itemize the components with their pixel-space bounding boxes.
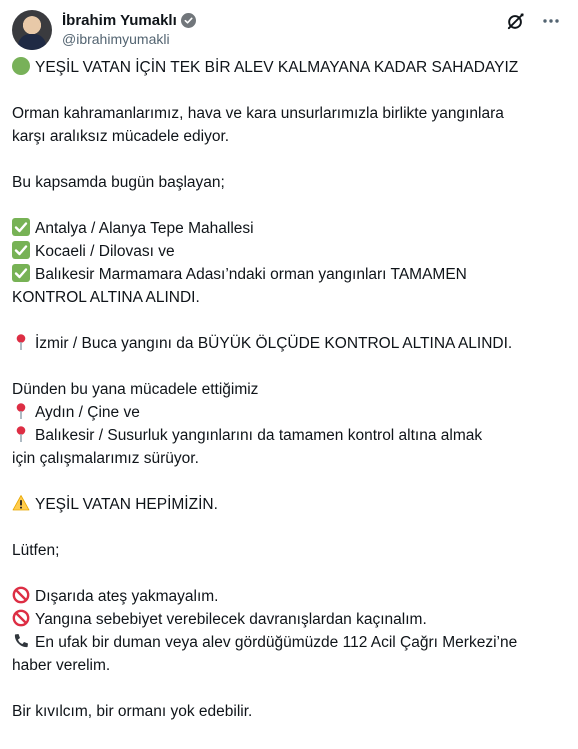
text-line: İzmir / Buca yangını da BÜYÜK ÖLÇÜDE KONTROL ALTINA ALINDI. [12,332,568,355]
verified-badge-icon [181,13,196,28]
round-pushpin-icon [12,333,30,351]
check-mark-icon [12,218,30,236]
text-line: haber verelim. [12,657,111,674]
name-row [62,11,196,30]
text-line: Bir kıvılcım, bir ormanı yok edebilir. [12,703,253,720]
text-line: Dışarıda ateş yakmayalım. [12,585,568,608]
warning-icon [12,494,30,512]
tweet-text [10,56,568,723]
author-handle[interactable]: @ibrahimyumakli [62,31,170,47]
text-line: Antalya / Alanya Tepe Mahallesi [12,217,568,240]
prohibited-icon [12,609,30,627]
round-pushpin-icon [12,402,30,420]
text-line: Dünden bu yana mücadele ettiğimiz [12,381,259,398]
text-line: Yangına sebebiyet verebilecek davranışlardan kaçınalım. [12,608,568,631]
author-block [62,11,196,49]
text-line: Lütfen; [12,542,60,559]
text-line: En ufak bir duman veya alev gördüğümüzde 112 Acil Çağrı Merkezi’ne [12,631,568,654]
check-mark-icon [12,241,30,259]
text-line: KONTROL ALTINA ALINDI. [12,289,200,306]
text-line: Kocaeli / Dilovası ve [12,240,568,263]
text-line: Balıkesir Marmamara Adası’ndaki orman yangınları TAMAMEN [12,263,568,286]
tweet-header [10,8,568,52]
text-line: karşı aralıksız mücadele ediyor. [12,128,230,145]
author-name[interactable]: İbrahim Yumaklı [62,12,177,29]
telephone-receiver-icon [12,632,30,650]
text-line: YEŞİL VATAN HEPİMİZİN. [12,493,568,516]
check-mark-icon [12,264,30,282]
round-pushpin-icon [12,425,30,443]
headline: YEŞİL VATAN İÇİN TEK BİR ALEV KALMAYANA KADAR SAHADAYIZ [35,59,519,76]
text-line: Orman kahramanlarımız, hava ve kara unsurlarımızla birlikte yangınlara [12,105,504,122]
text-line: için çalışmalarımız sürüyor. [12,450,199,467]
prohibited-icon [12,586,30,604]
text-line: Balıkesir / Susurluk yangınlarını da tamamen kontrol altına almak [12,424,568,447]
tweet-actions [504,10,562,32]
text-line [12,56,568,79]
avatar[interactable] [12,10,52,50]
text-line: Bu kapsamda bugün başlayan; [12,174,225,191]
more-icon[interactable] [540,10,562,32]
green-circle-icon [12,57,30,75]
text-line: Aydın / Çine ve [12,401,568,424]
grok-icon[interactable] [504,10,526,32]
